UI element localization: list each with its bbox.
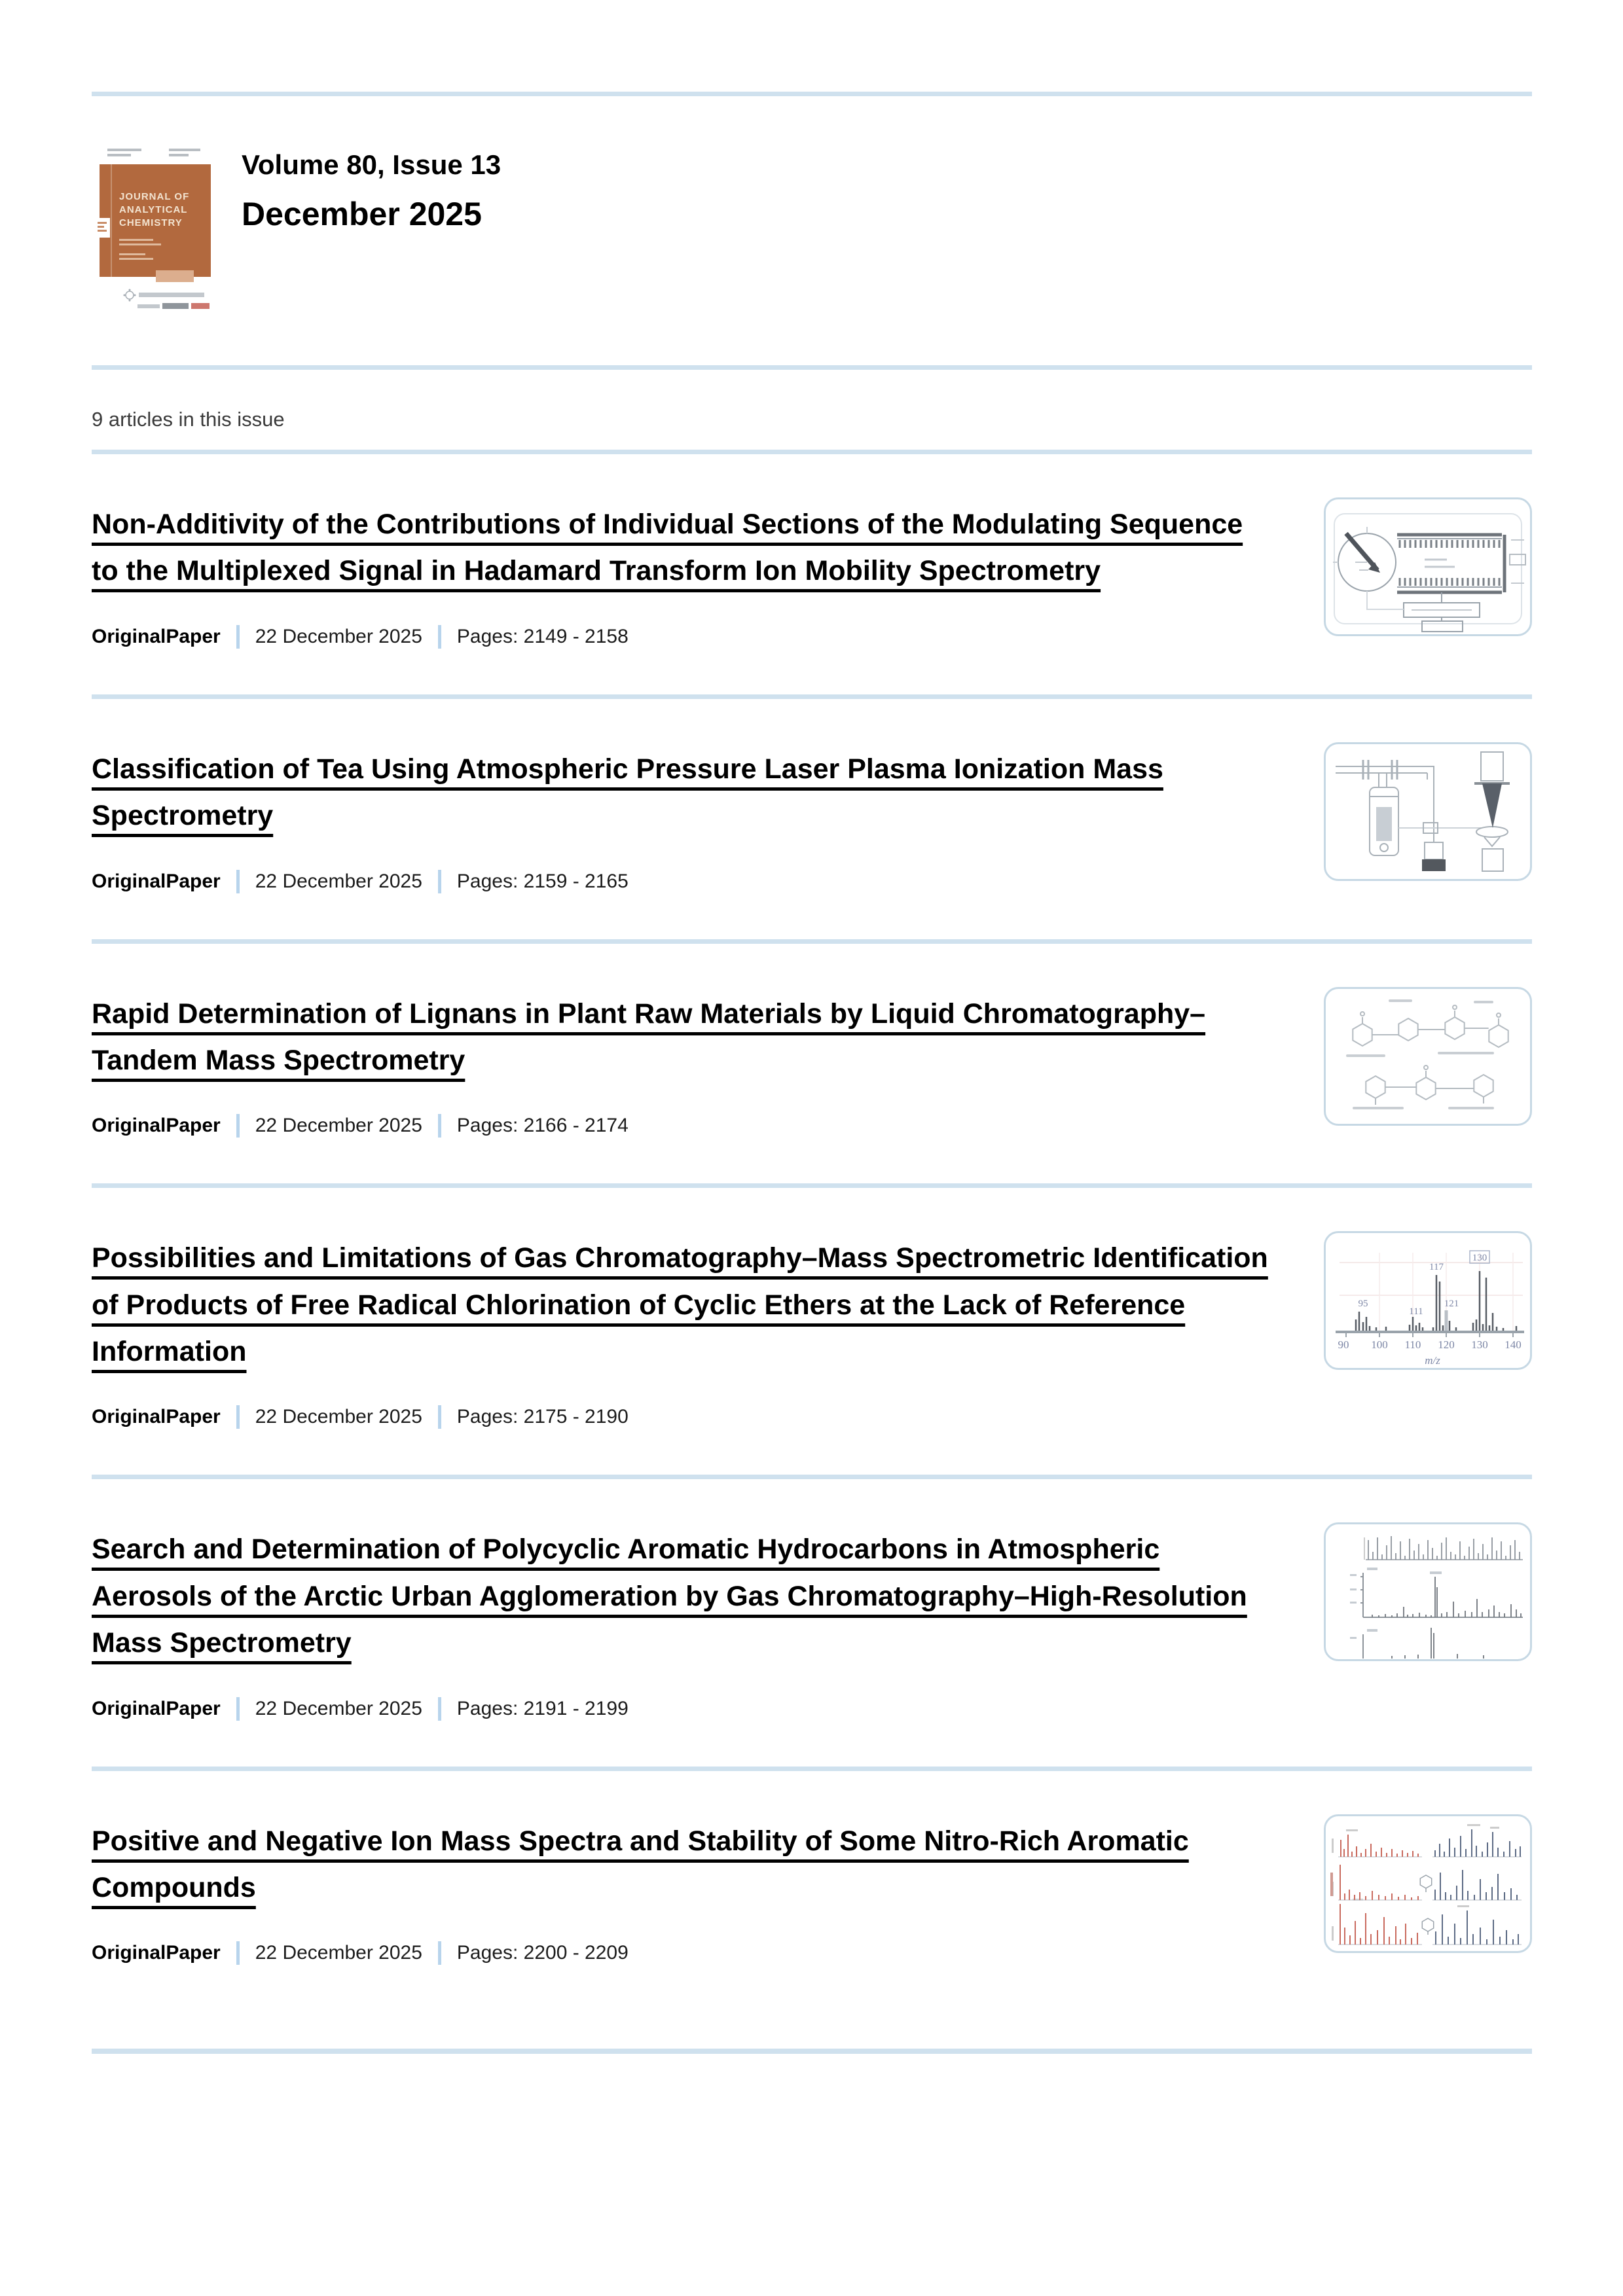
article-date: 22 December 2025 <box>255 1406 422 1428</box>
article-item <box>92 1526 1532 1720</box>
article-text-block <box>92 1235 1270 1429</box>
meta-divider <box>438 625 441 649</box>
article-pages: Pages: 2191 - 2199 <box>456 1697 629 1719</box>
article-meta <box>92 1697 1270 1721</box>
peak-label: 95 <box>1358 1299 1368 1310</box>
meta-divider <box>438 1114 441 1138</box>
article-type: OriginalPaper <box>92 870 221 892</box>
article-thumbnail-link[interactable] <box>1324 987 1532 1126</box>
meta-divider <box>236 1114 240 1138</box>
mass-spectrum-figure <box>1326 1233 1530 1368</box>
article-divider <box>92 1767 1532 1771</box>
meta-divider <box>438 1941 441 1965</box>
article-pages: Pages: 2159 - 2165 <box>456 870 629 892</box>
bottom-divider <box>92 2049 1532 2054</box>
cover-title-line3: CHEMISTRY <box>119 217 183 228</box>
article-date: 22 December 2025 <box>255 1697 422 1719</box>
article-divider <box>92 694 1532 699</box>
article-type: OriginalPaper <box>92 1406 221 1428</box>
x-axis-label: m/z <box>1425 1354 1440 1367</box>
article-pages: Pages: 2200 - 2209 <box>456 1942 629 1964</box>
peak-label: 111 <box>1409 1306 1423 1318</box>
article-text-block <box>92 746 1270 893</box>
x-tick-label: 90 <box>1338 1338 1349 1352</box>
article-date: 22 December 2025 <box>255 1942 422 1964</box>
article-pages: Pages: 2166 - 2174 <box>456 1115 629 1137</box>
volume-issue-title: Volume 80, Issue 13 <box>242 149 501 180</box>
article-thumbnail-link[interactable] <box>1324 1814 1532 1953</box>
laser-plasma-ionization-figure <box>1326 744 1530 879</box>
cover-title-line1: JOURNAL OF <box>119 191 190 202</box>
article-title-link[interactable]: Classification of Tea Using Atmospheric Pressure Laser Plasma Ionization Mass Spectrometry <box>92 753 1163 832</box>
x-tick-label: 120 <box>1438 1338 1455 1352</box>
article-title-link[interactable]: Non-Additivity of the Contributions of Individual Sections of the Modulating Sequence to the Multiplexed Signal in Hadamard Transform Ion Mobility Spectrometry <box>92 509 1243 587</box>
journal-issue-page <box>92 92 1532 2054</box>
article-divider <box>92 1183 1532 1188</box>
peak-label: 117 <box>1429 1262 1444 1273</box>
article-text-block <box>92 1526 1270 1720</box>
article-type: OriginalPaper <box>92 1942 221 1964</box>
meta-divider <box>236 1941 240 1965</box>
article-type: OriginalPaper <box>92 1115 221 1137</box>
article-item <box>92 501 1532 649</box>
peak-label: 121 <box>1444 1299 1459 1310</box>
article-title-link[interactable]: Search and Determination of Polycyclic Aromatic Hydrocarbons in Atmospheric Aerosols of the Arctic Urban Agglomeration by Gas Chromatography–High-Resolution Mass Spectrometry <box>92 1534 1247 1659</box>
x-tick-label: 140 <box>1504 1338 1522 1352</box>
article-meta <box>92 1405 1270 1429</box>
lignan-structures-figure <box>1326 989 1530 1124</box>
article-type: OriginalPaper <box>92 1697 221 1719</box>
article-text-block <box>92 1818 1270 1965</box>
article-item <box>92 746 1532 893</box>
issue-heading <box>242 139 501 319</box>
meta-divider <box>236 870 240 893</box>
meta-divider <box>438 1697 441 1721</box>
article-divider <box>92 939 1532 944</box>
peak-label: 130 <box>1472 1253 1487 1264</box>
article-item <box>92 991 1532 1138</box>
article-date: 22 December 2025 <box>255 870 422 892</box>
header-divider <box>92 365 1532 370</box>
ion-mobility-spectrometer-figure <box>1326 499 1530 634</box>
chromatogram-figure <box>1326 1524 1530 1659</box>
article-text-block <box>92 991 1270 1138</box>
issue-date-title: December 2025 <box>242 196 482 233</box>
ion-spectra-panels-figure <box>1326 1816 1530 1951</box>
article-title-link[interactable]: Possibilities and Limitations of Gas Chromatography–Mass Spectrometric Identification of Products of Free Radical Chlorination of Cyclic Ethers at the Lack of Reference Information <box>92 1242 1268 1367</box>
article-title-link[interactable]: Rapid Determination of Lignans in Plant Raw Materials by Liquid Chromatography–Tandem Mass Spectrometry <box>92 997 1206 1076</box>
article-text-block <box>92 501 1270 649</box>
list-top-divider <box>92 450 1532 454</box>
article-thumbnail-link[interactable] <box>1324 497 1532 636</box>
article-pages: Pages: 2149 - 2158 <box>456 625 629 647</box>
meta-divider <box>438 870 441 893</box>
article-title-link[interactable]: Positive and Negative Ion Mass Spectra and Stability of Some Nitro-Rich Aromatic Compounds <box>92 1825 1189 1903</box>
top-divider <box>92 92 1532 96</box>
article-thumbnail-link[interactable] <box>1324 1231 1532 1370</box>
article-count-label: 9 articles in this issue <box>92 408 285 431</box>
meta-divider <box>236 625 240 649</box>
article-type: OriginalPaper <box>92 625 221 647</box>
x-tick-label: 100 <box>1371 1338 1388 1352</box>
x-tick-label: 130 <box>1471 1338 1488 1352</box>
cover-title-line2: ANALYTICAL <box>119 204 188 215</box>
meta-divider <box>236 1405 240 1429</box>
x-tick-label: 110 <box>1404 1338 1421 1352</box>
article-date: 22 December 2025 <box>255 1115 422 1137</box>
article-meta <box>92 870 1270 893</box>
journal-cover-art <box>92 139 219 316</box>
article-meta <box>92 1114 1270 1138</box>
journal-cover-image[interactable] <box>92 139 219 319</box>
meta-divider <box>236 1697 240 1721</box>
article-item <box>92 1818 1532 1965</box>
article-date: 22 December 2025 <box>255 625 422 647</box>
article-meta <box>92 625 1270 649</box>
meta-divider <box>438 1405 441 1429</box>
article-item <box>92 1235 1532 1429</box>
article-thumbnail-link[interactable] <box>1324 742 1532 881</box>
article-divider <box>92 1475 1532 1479</box>
issue-header <box>92 139 1532 319</box>
article-pages: Pages: 2175 - 2190 <box>456 1406 629 1428</box>
article-meta <box>92 1941 1270 1965</box>
article-thumbnail-link[interactable] <box>1324 1522 1532 1661</box>
